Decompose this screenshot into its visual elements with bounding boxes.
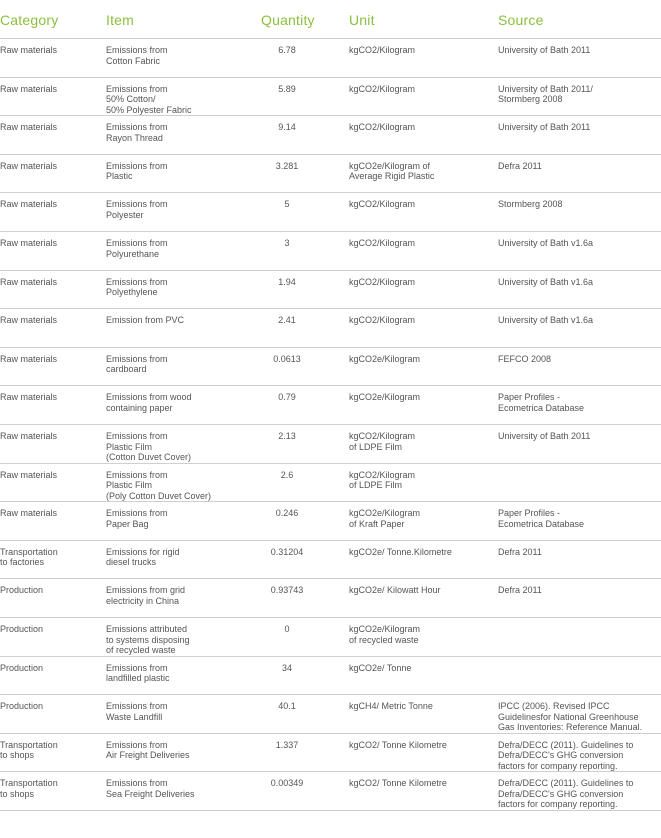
cell-category: Raw materials [0,276,58,287]
cell-category: Raw materials [0,122,58,133]
cell-quantity: 5.89 [278,83,296,94]
table-row [0,78,661,117]
cell-category: Raw materials [0,199,58,210]
cell-source: University of Bath 2011 [498,122,591,133]
cell-quantity: 0.31204 [270,546,304,557]
cell-item: Emissions from Waste Landfill [106,701,168,722]
cell-category: Raw materials [0,392,58,403]
cell-item: Emissions from 50% Cotton/ 50% Polyester Fabric [106,83,192,115]
table-body [0,39,661,811]
cell-source: University of Bath 2011 [498,430,591,441]
cell-item: Emissions from Plastic [106,160,168,182]
cell-unit: kgCO2e/ Tonne.Kilometre [349,546,452,557]
cell-quantity: 2.6 [280,469,294,480]
table-row [0,425,661,464]
cell-quantity: 3.281 [275,160,299,171]
cell-item: Emissions from Air Freight Deliveries [106,739,190,761]
cell-unit: kgCO2/ Tonne Kilometre [349,778,447,789]
cell-item: Emissions attributed to systems disposing of recycled waste [106,623,190,656]
cell-category: Raw materials [0,508,58,519]
cell-unit: kgCO2/ Tonne Kilometre [349,739,447,750]
cell-unit: kgCO2/Kilogram [349,199,416,210]
cell-item: Emissions from Paper Bag [106,508,168,529]
cell-source: Stormberg 2008 [498,199,563,210]
cell-category: Raw materials [0,353,58,364]
cell-unit: kgCO2/Kilogram [349,83,416,94]
cell-category: Production [0,623,44,634]
table-row [0,386,661,425]
cell-item: Emissions for rigid diesel trucks [106,546,180,568]
cell-quantity: 0.00349 [270,778,304,789]
cell-item: Emissions from Plastic Film (Poly Cotton Duvet Cover) [106,469,212,501]
cell-category: Production [0,662,44,673]
cell-unit: kgCO2e/ Tonne [349,662,412,673]
cell-item: Emissions from Polyethylene [106,276,168,298]
cell-category: Production [0,585,44,596]
table-row [0,348,661,387]
table-row [0,618,661,657]
cell-quantity: 3 [284,237,290,248]
table-row [0,116,661,155]
cell-item: Emission from PVC [106,315,185,326]
cell-unit: kgCO2e/Kilogram [349,392,421,403]
cell-source: FEFCO 2008 [498,353,552,364]
cell-source: Defra/DECC (2011). Guidelines to Defra/DECC's GHG conversion factors for company reporting. [498,739,634,771]
cell-unit: kgCO2/Kilogram of LDPE Film [349,430,416,452]
cell-quantity: 0.93743 [270,585,304,596]
table-row [0,541,661,580]
cell-quantity: 0.79 [278,392,296,403]
cell-item: Emissions from Plastic Film (Cotton Duvet Cover) [106,430,192,463]
cell-unit: kgCO2/Kilogram of LDPE Film [349,469,416,491]
table-row [0,193,661,232]
table-header [0,0,661,39]
header-category: Category [0,12,59,28]
cell-quantity: 5 [284,199,290,210]
cell-item: Emissions from Cotton Fabric [106,45,168,66]
cell-category: Raw materials [0,469,58,480]
cell-source: University of Bath v1.6a [498,237,594,248]
header-unit: Unit [349,12,375,28]
cell-category: Raw materials [0,160,58,171]
cell-item: Emissions from Polyurethane [106,237,168,259]
cell-source: IPCC (2006). Revised IPCC Guidelinesfor National Greenhouse Gas Inventories: Reference Manual. [498,701,643,733]
cell-category: Raw materials [0,83,58,94]
cell-item: Emissions from wood containing paper [106,392,192,413]
header-source: Source [498,12,544,28]
cell-category: Transportation to shops [0,739,58,761]
cell-unit: kgCH4/ Metric Tonne [349,701,433,712]
cell-unit: kgCO2/Kilogram [349,276,416,287]
cell-category: Raw materials [0,430,58,441]
cell-item: Emissions from cardboard [106,353,168,375]
cell-category: Raw materials [0,45,58,55]
table-row [0,772,661,811]
table-row [0,232,661,271]
cell-quantity: 0.246 [275,508,299,519]
cell-source: University of Bath v1.6a [498,276,594,287]
cell-source: University of Bath 2011/ Stormberg 2008 [498,83,593,105]
header-item: Item [106,12,135,28]
cell-source: Defra 2011 [498,585,542,596]
table-row [0,155,661,194]
cell-unit: kgCO2/Kilogram [349,122,416,133]
table-row [0,579,661,618]
table-row [0,695,661,734]
cell-quantity: 9.14 [278,122,296,133]
table-row [0,309,661,348]
cell-quantity: 34 [281,662,292,673]
table-row [0,271,661,310]
table-row [0,734,661,773]
cell-quantity: 0 [284,623,290,634]
cell-source: University of Bath v1.6a [498,315,594,326]
cell-category: Production [0,701,44,712]
cell-quantity: 2.41 [278,315,296,326]
cell-category: Transportation to shops [0,778,58,799]
cell-unit: kgCO2e/Kilogram of Kraft Paper [349,508,421,529]
cell-unit: kgCO2/Kilogram [349,315,416,326]
cell-source: Defra 2011 [498,546,542,557]
cell-category: Raw materials [0,237,58,248]
header-quantity: Quantity [261,12,315,28]
cell-item: Emissions from Rayon Thread [106,122,168,143]
cell-source: University of Bath 2011 [498,45,591,55]
cell-quantity: 1.337 [275,739,299,750]
cell-unit: kgCO2e/ Kilowatt Hour [349,585,441,596]
cell-item: Emissions from Polyester [106,199,168,220]
cell-category: Raw materials [0,315,58,326]
cell-unit: kgCO2e/Kilogram [349,353,421,364]
cell-unit: kgCO2e/Kilogram of recycled waste [349,623,421,645]
cell-source: Defra/DECC (2011). Guidelines to Defra/DECC's GHG conversion factors for company reporting. [498,778,634,810]
cell-category: Transportation to factories [0,546,58,568]
cell-unit: kgCO2/Kilogram [349,237,416,248]
cell-source: Paper Profiles - Ecometrica Database [498,508,585,529]
table-row [0,502,661,541]
cell-quantity: 2.13 [278,430,296,441]
cell-quantity: 6.78 [278,45,296,55]
cell-source: Paper Profiles - Ecometrica Database [498,392,585,413]
table-row [0,657,661,696]
table-row [0,464,661,503]
cell-item: Emissions from landfilled plastic [106,662,170,684]
cell-quantity: 1.94 [278,276,296,287]
cell-item: Emissions from Sea Freight Deliveries [106,778,195,799]
cell-quantity: 40.1 [278,701,296,712]
table-row [0,39,661,78]
cell-source: Defra 2011 [498,160,542,171]
cell-unit: kgCO2/Kilogram [349,45,416,55]
cell-unit: kgCO2e/Kilogram of Average Rigid Plastic [349,160,435,182]
cell-item: Emissions from grid electricity in China [106,585,186,606]
cell-quantity: 0.0613 [273,353,301,364]
